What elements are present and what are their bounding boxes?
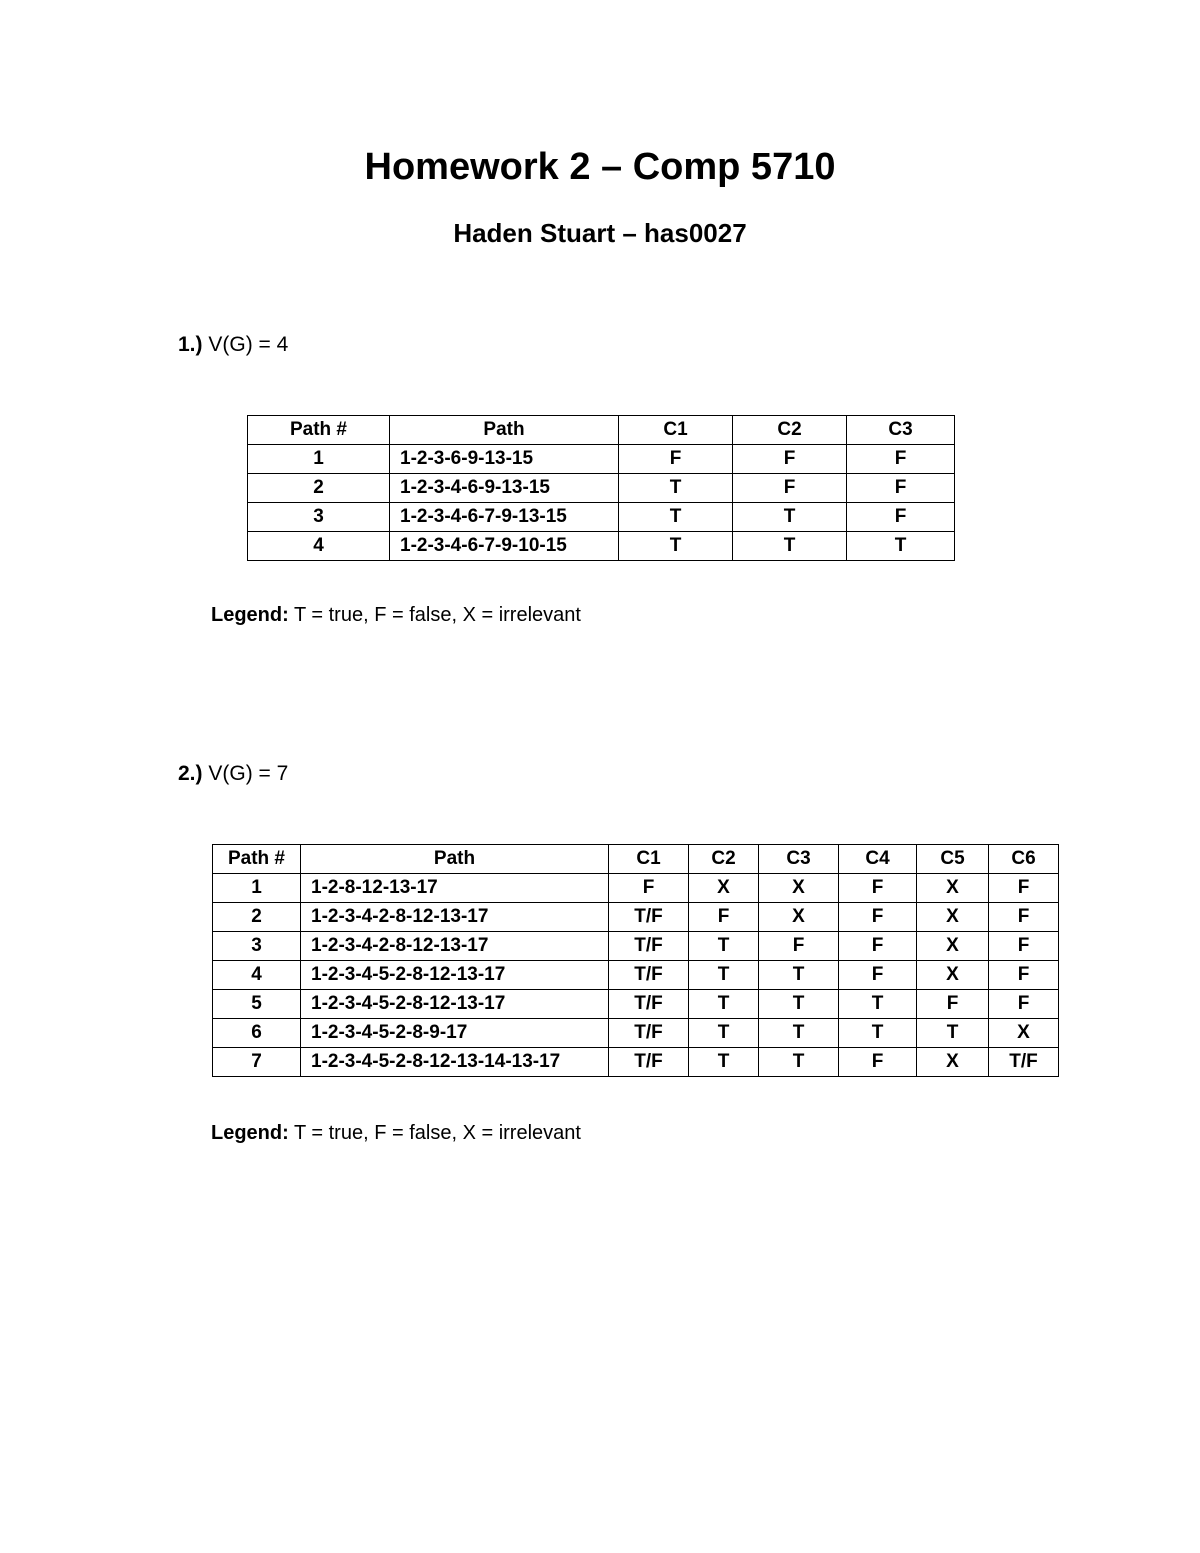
c2-cell: T bbox=[733, 503, 847, 532]
c1-cell: T bbox=[619, 503, 733, 532]
path-number-cell: 2 bbox=[248, 474, 390, 503]
table-row bbox=[213, 903, 1059, 932]
c6-cell: X bbox=[989, 1019, 1059, 1048]
header-path-number: Path # bbox=[248, 416, 390, 445]
path-number-cell: 4 bbox=[213, 961, 301, 990]
table-row bbox=[213, 1048, 1059, 1077]
question-2-path-table bbox=[212, 844, 1059, 1077]
path-cell: 1-2-3-4-5-2-8-12-13-17 bbox=[301, 990, 609, 1019]
c3-cell: F bbox=[847, 445, 955, 474]
c1-cell: T bbox=[619, 532, 733, 561]
c6-cell: F bbox=[989, 990, 1059, 1019]
table-row bbox=[213, 990, 1059, 1019]
c3-cell: T bbox=[847, 532, 955, 561]
question-2-legend bbox=[211, 1122, 581, 1145]
c6-cell: T/F bbox=[989, 1048, 1059, 1077]
header-c5: C5 bbox=[917, 845, 989, 874]
path-number-cell: 2 bbox=[213, 903, 301, 932]
c4-cell: F bbox=[839, 874, 917, 903]
c3-cell: T bbox=[759, 961, 839, 990]
question-1-number: 1.) bbox=[178, 333, 203, 356]
table-row bbox=[213, 932, 1059, 961]
path-cell: 1-2-3-4-5-2-8-9-17 bbox=[301, 1019, 609, 1048]
path-cell: 1-2-3-4-2-8-12-13-17 bbox=[301, 903, 609, 932]
path-number-cell: 3 bbox=[213, 932, 301, 961]
c4-cell: F bbox=[839, 932, 917, 961]
path-cell: 1-2-3-4-6-9-13-15 bbox=[390, 474, 619, 503]
table-row bbox=[213, 874, 1059, 903]
c1-cell: T bbox=[619, 474, 733, 503]
c2-cell: T bbox=[689, 961, 759, 990]
header-c1: C1 bbox=[619, 416, 733, 445]
c3-cell: X bbox=[759, 903, 839, 932]
question-2-formula: V(G) = 7 bbox=[208, 762, 289, 785]
path-number-cell: 7 bbox=[213, 1048, 301, 1077]
c3-cell: F bbox=[759, 932, 839, 961]
c2-cell: T bbox=[689, 990, 759, 1019]
path-number-cell: 4 bbox=[248, 532, 390, 561]
table-row bbox=[248, 503, 955, 532]
c4-cell: T bbox=[839, 990, 917, 1019]
c4-cell: F bbox=[839, 1048, 917, 1077]
c3-cell: T bbox=[759, 1019, 839, 1048]
path-cell: 1-2-3-4-6-7-9-13-15 bbox=[390, 503, 619, 532]
header-c1: C1 bbox=[609, 845, 689, 874]
c2-cell: T bbox=[689, 1048, 759, 1077]
c6-cell: F bbox=[989, 961, 1059, 990]
question-2-heading bbox=[178, 762, 288, 786]
document-title: Homework 2 – Comp 5710 bbox=[364, 146, 836, 188]
path-cell: 1-2-3-6-9-13-15 bbox=[390, 445, 619, 474]
c5-cell: F bbox=[917, 990, 989, 1019]
c2-cell: F bbox=[733, 474, 847, 503]
c1-cell: T/F bbox=[609, 932, 689, 961]
path-number-cell: 1 bbox=[248, 445, 390, 474]
c1-cell: T/F bbox=[609, 1048, 689, 1077]
path-cell: 1-2-3-4-6-7-9-10-15 bbox=[390, 532, 619, 561]
c2-cell: F bbox=[689, 903, 759, 932]
c2-cell: T bbox=[689, 932, 759, 961]
table-header-row bbox=[213, 845, 1059, 874]
c1-cell: F bbox=[609, 874, 689, 903]
c6-cell: F bbox=[989, 932, 1059, 961]
header-path: Path bbox=[301, 845, 609, 874]
c3-cell: F bbox=[847, 503, 955, 532]
legend-text: T = true, F = false, X = irrelevant bbox=[288, 604, 581, 626]
legend-text: T = true, F = false, X = irrelevant bbox=[288, 1122, 581, 1144]
path-number-cell: 1 bbox=[213, 874, 301, 903]
c2-cell: T bbox=[733, 532, 847, 561]
legend-label: Legend: bbox=[211, 1122, 289, 1144]
path-number-cell: 5 bbox=[213, 990, 301, 1019]
table-row bbox=[248, 474, 955, 503]
table-row bbox=[248, 532, 955, 561]
c5-cell: X bbox=[917, 1048, 989, 1077]
c6-cell: F bbox=[989, 903, 1059, 932]
header-path-number: Path # bbox=[213, 845, 301, 874]
c6-cell: F bbox=[989, 874, 1059, 903]
question-2-number: 2.) bbox=[178, 762, 203, 785]
c2-cell: X bbox=[689, 874, 759, 903]
c1-cell: T/F bbox=[609, 903, 689, 932]
c1-cell: T/F bbox=[609, 1019, 689, 1048]
path-cell: 1-2-3-4-5-2-8-12-13-17 bbox=[301, 961, 609, 990]
table-header-row bbox=[248, 416, 955, 445]
c2-cell: T bbox=[689, 1019, 759, 1048]
c5-cell: X bbox=[917, 874, 989, 903]
c3-cell: T bbox=[759, 1048, 839, 1077]
path-cell: 1-2-3-4-2-8-12-13-17 bbox=[301, 932, 609, 961]
table-row bbox=[213, 961, 1059, 990]
c5-cell: X bbox=[917, 932, 989, 961]
header-c6: C6 bbox=[989, 845, 1059, 874]
c3-cell: F bbox=[847, 474, 955, 503]
c3-cell: X bbox=[759, 874, 839, 903]
header-path: Path bbox=[390, 416, 619, 445]
c2-cell: F bbox=[733, 445, 847, 474]
path-number-cell: 6 bbox=[213, 1019, 301, 1048]
table-row bbox=[213, 1019, 1059, 1048]
c4-cell: T bbox=[839, 1019, 917, 1048]
legend-label: Legend: bbox=[211, 604, 289, 626]
c1-cell: T/F bbox=[609, 990, 689, 1019]
c5-cell: T bbox=[917, 1019, 989, 1048]
author-line: Haden Stuart – has0027 bbox=[453, 218, 747, 248]
header-c4: C4 bbox=[839, 845, 917, 874]
question-1-legend bbox=[211, 604, 581, 627]
question-1-formula: V(G) = 4 bbox=[208, 333, 289, 356]
c4-cell: F bbox=[839, 961, 917, 990]
header-c3: C3 bbox=[759, 845, 839, 874]
c1-cell: F bbox=[619, 445, 733, 474]
c5-cell: X bbox=[917, 903, 989, 932]
c4-cell: F bbox=[839, 903, 917, 932]
header-c3: C3 bbox=[847, 416, 955, 445]
c5-cell: X bbox=[917, 961, 989, 990]
path-cell: 1-2-8-12-13-17 bbox=[301, 874, 609, 903]
question-1-heading bbox=[178, 333, 288, 357]
table-row bbox=[248, 445, 955, 474]
path-cell: 1-2-3-4-5-2-8-12-13-14-13-17 bbox=[301, 1048, 609, 1077]
c3-cell: T bbox=[759, 990, 839, 1019]
c1-cell: T/F bbox=[609, 961, 689, 990]
header-c2: C2 bbox=[733, 416, 847, 445]
header-c2: C2 bbox=[689, 845, 759, 874]
question-1-path-table bbox=[247, 415, 955, 561]
path-number-cell: 3 bbox=[248, 503, 390, 532]
